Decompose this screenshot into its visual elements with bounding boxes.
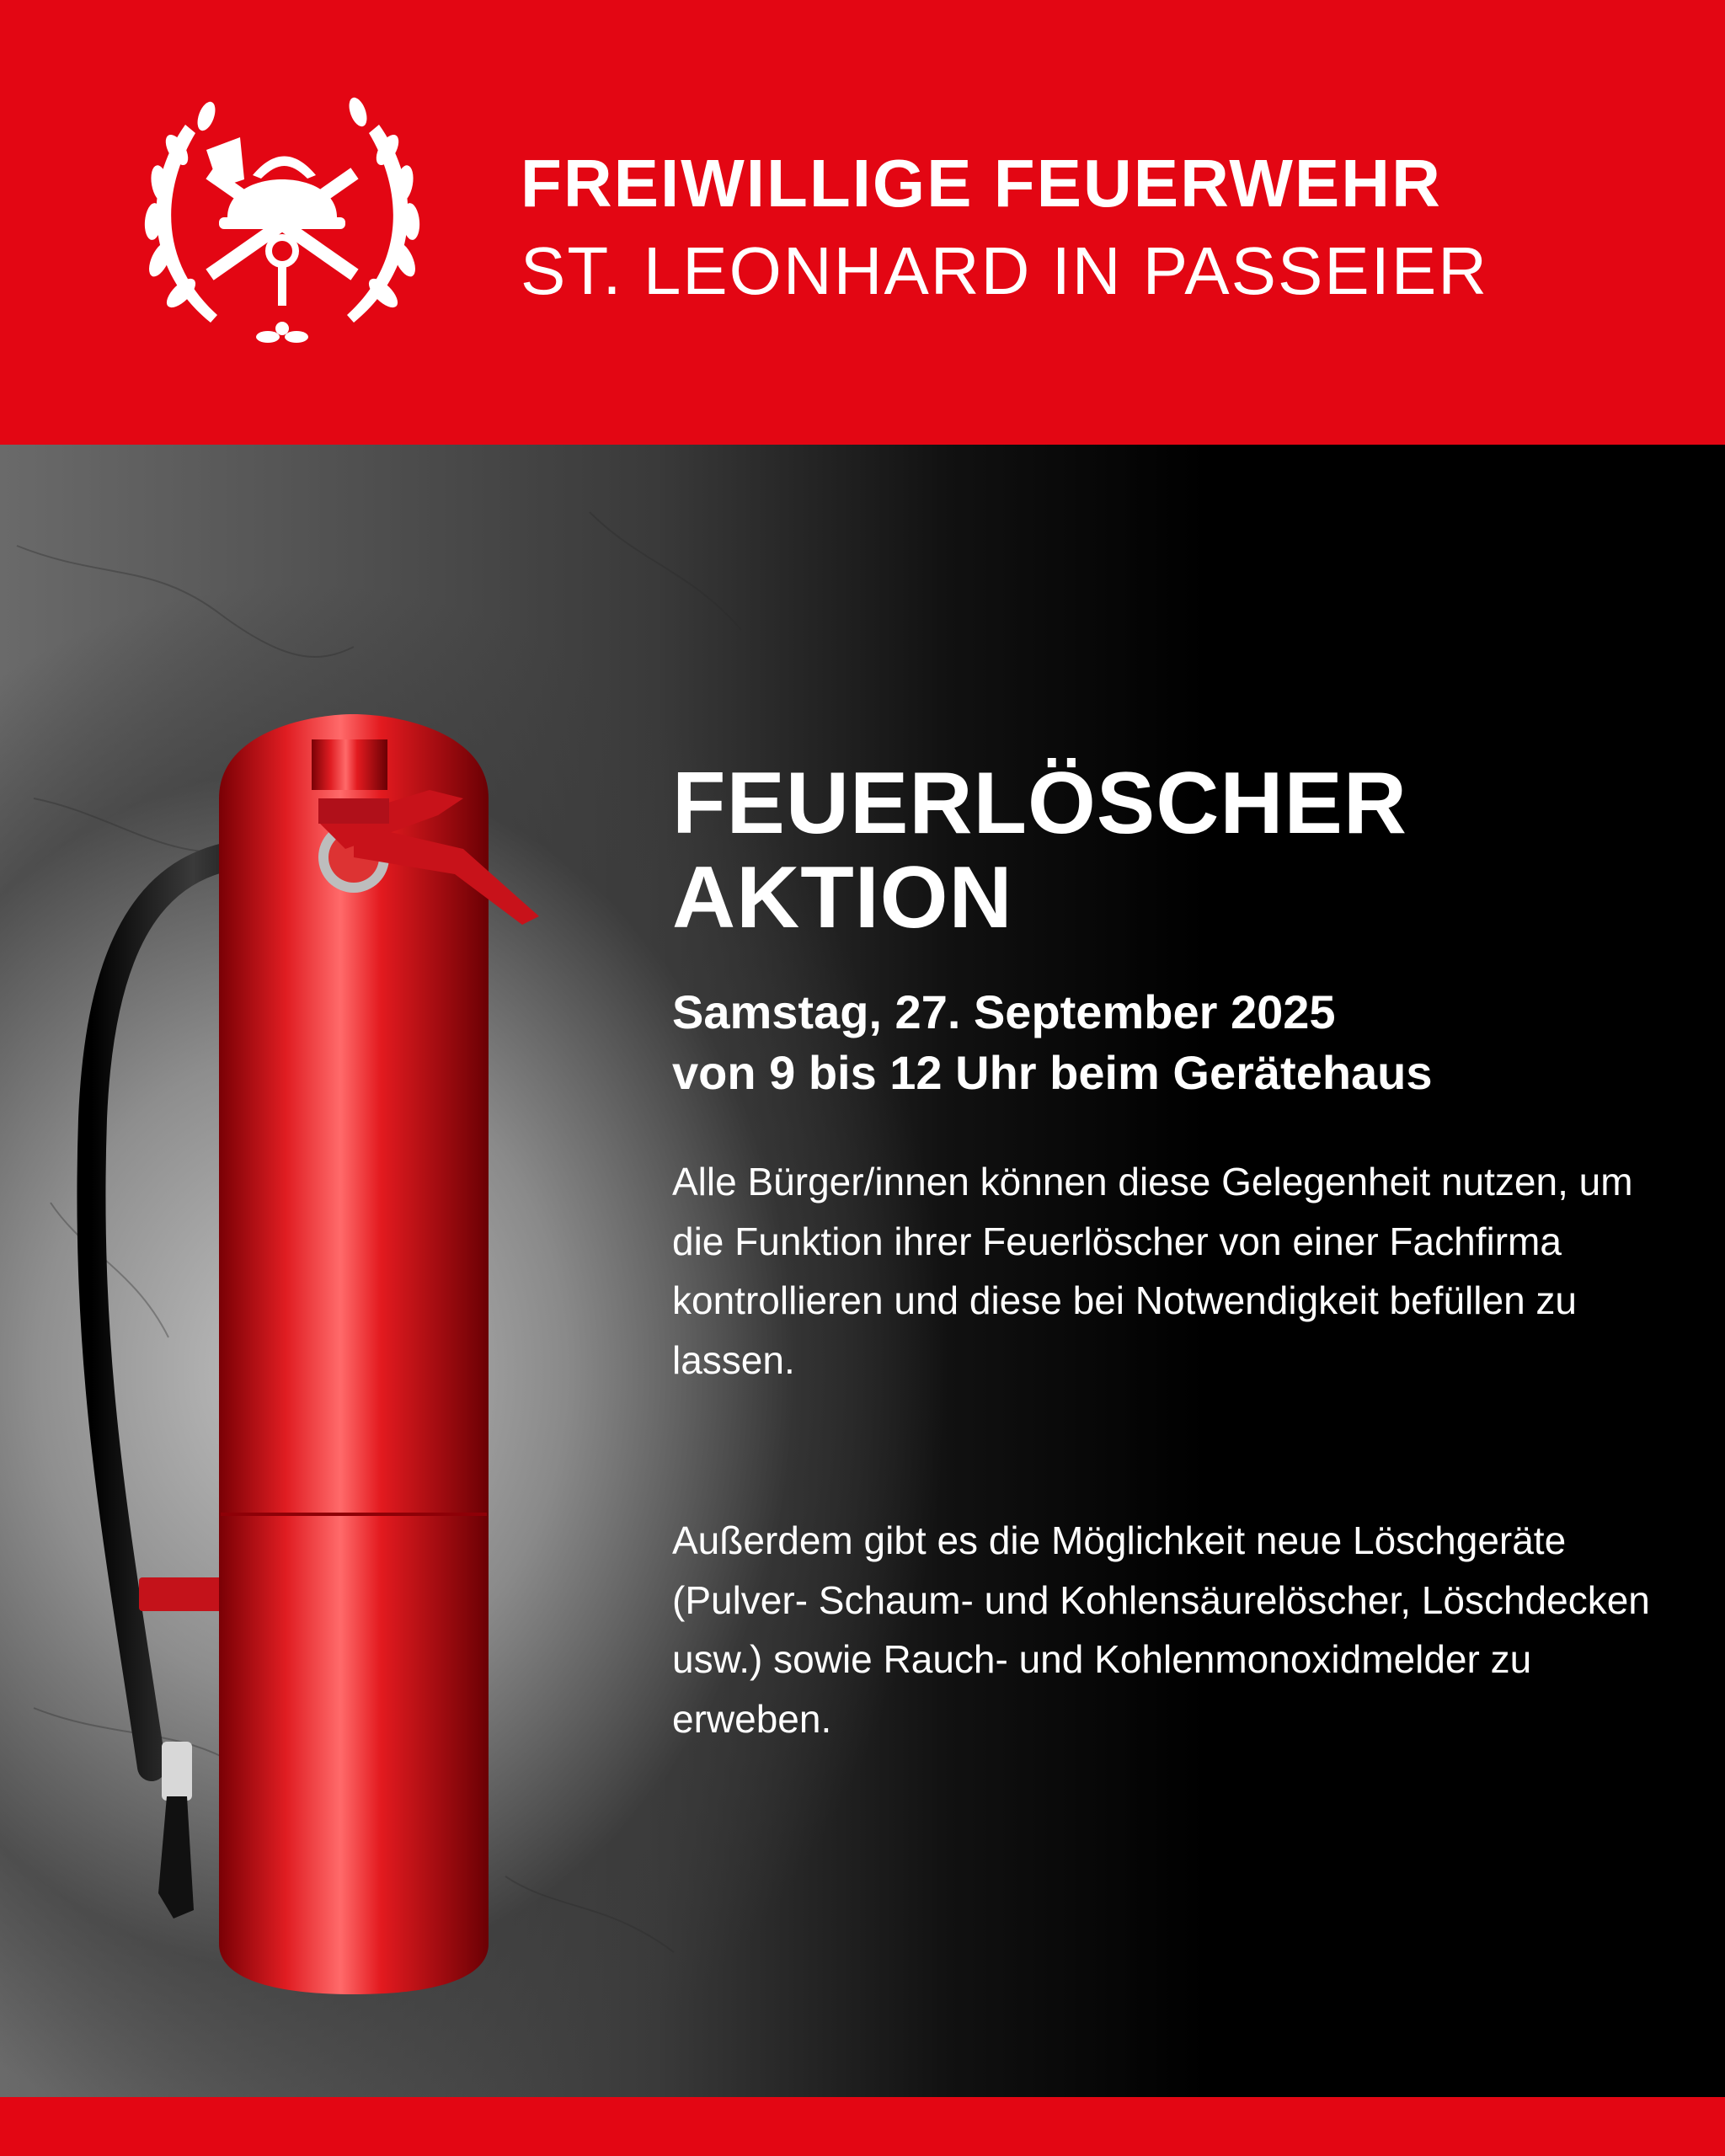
event-title-line1: FEUERLÖSCHER — [672, 755, 1407, 852]
event-description-paragraph1: Alle Bürger/innen können diese Gelegenheit nutzen, um die Funktion ihrer Feuerlöscher von einer Fachfirma kontrollieren und diese bei Notwendigkeit befüllen zu lassen. — [672, 1160, 1633, 1382]
organization-name-line1: FREIWILLIGE FEUERWEHR — [521, 146, 1442, 221]
event-description-paragraph2: Außerdem gibt es die Möglichkeit neue Löschgeräte (Pulver- Schaum- und Kohlensäurelöscher, Löschdecken usw.) sowie Rauch- und Kohlenmonoxidmelder zu erweben. — [672, 1518, 1650, 1741]
event-date — [672, 982, 1433, 1103]
fire-extinguisher-illustration — [67, 697, 606, 2011]
event-date-line1: Samstag, 27. September 2025 — [672, 985, 1336, 1038]
header-banner — [0, 0, 1725, 445]
organization-name — [521, 141, 1488, 317]
event-date-line2: von 9 bis 12 Uhr beim Gerätehaus — [672, 1046, 1433, 1099]
event-title — [672, 756, 1407, 945]
organization-name-line2: ST. LEONHARD IN PASSEIER — [521, 233, 1489, 308]
event-title-line2: AKTION — [672, 849, 1013, 947]
footer-banner — [0, 2097, 1725, 2156]
hero-section — [0, 445, 1725, 2097]
fire-brigade-emblem-icon — [126, 91, 438, 360]
